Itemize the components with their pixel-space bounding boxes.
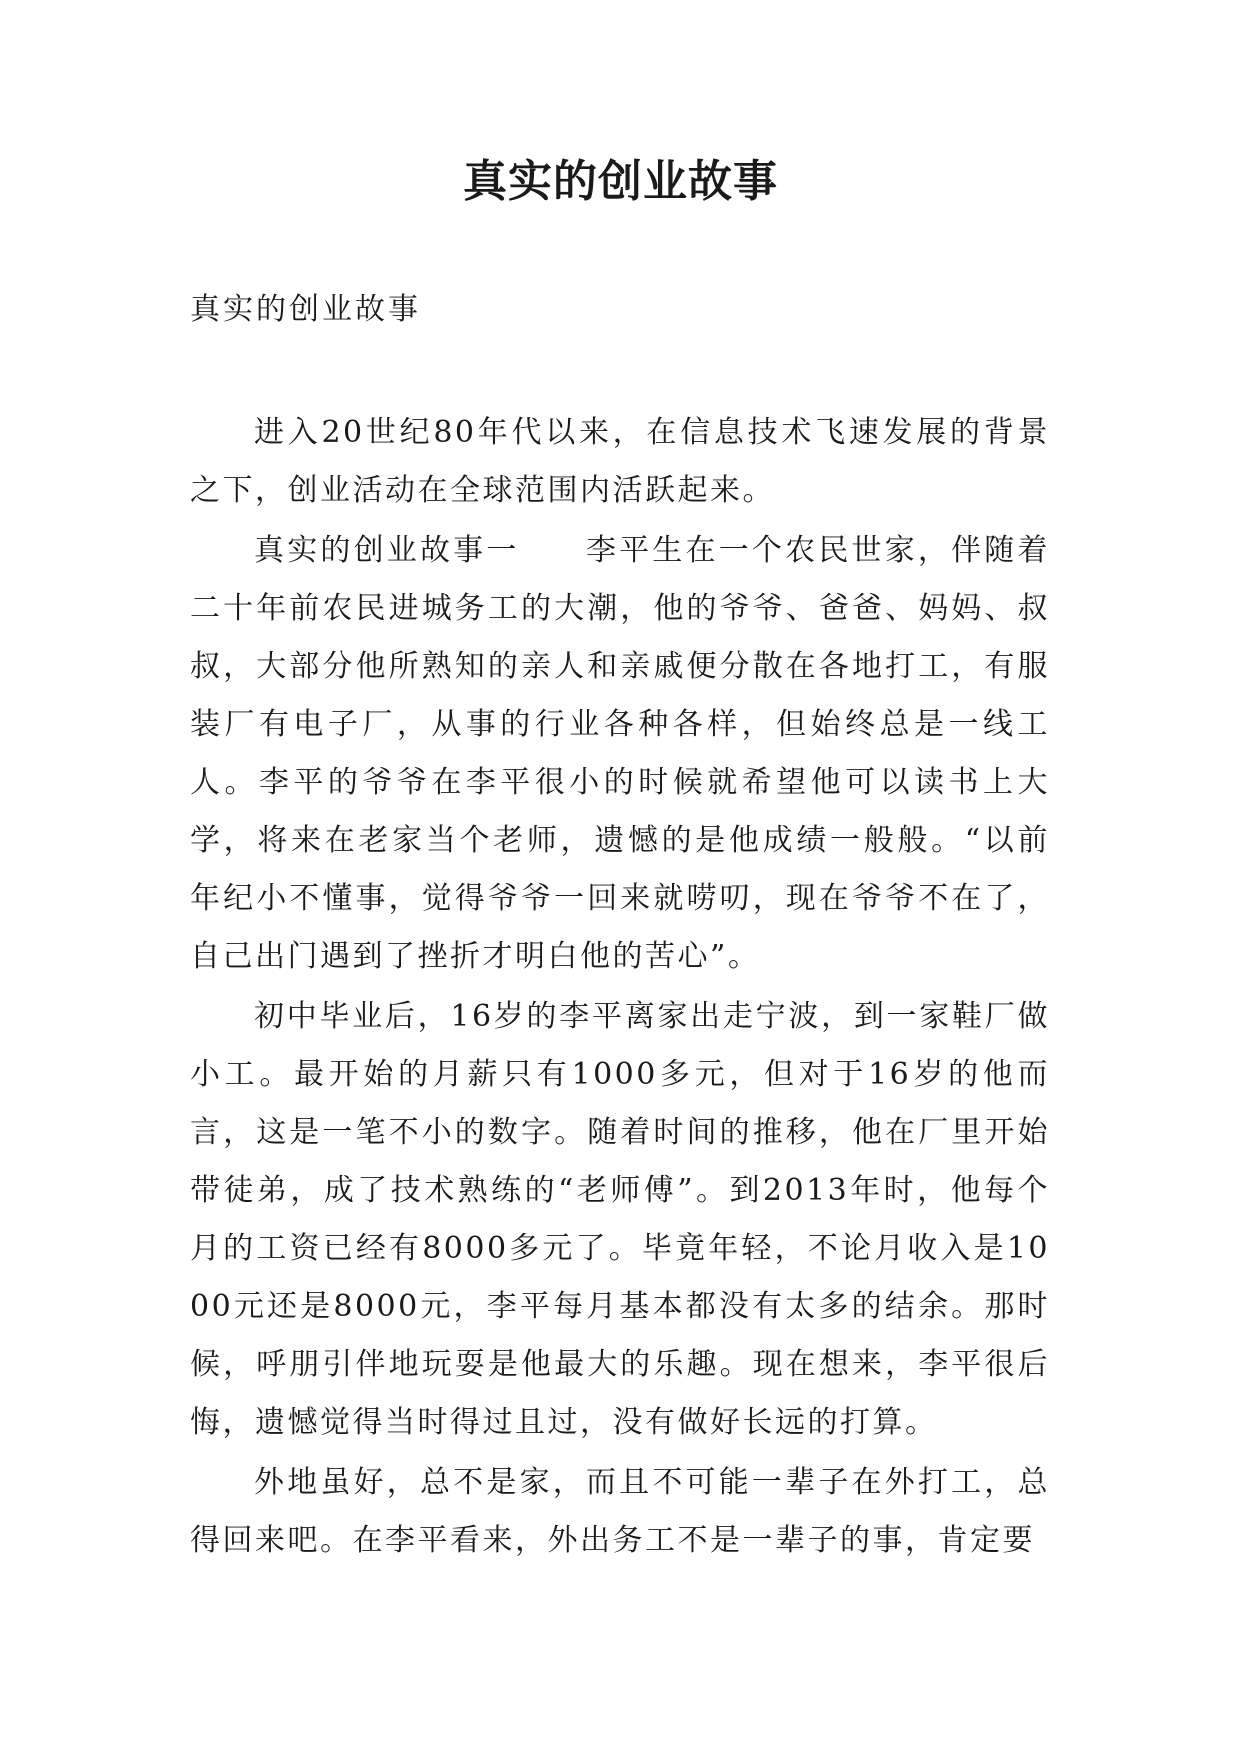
document-subtitle: 真实的创业故事 [190, 292, 421, 327]
paragraph-story-one: 真实的创业故事一 李平生在一个农民世家，伴随着二十年前农民进城务工的大潮，他的爷爷、爸爸、妈妈、叔叔，大部分他所熟知的亲人和亲戚便分散在各地打工，有服装厂有电子厂，从事的行业各种各样，但始终总是一线工人。李平的爷爷在李平很小的时候就希望他可以读书上大学，将来在老家当个老师，遗憾的是他成绩一般般。“以前年纪小不懂事，觉得爷爷一回来就唠叨，现在爷爷不在了，自己出门遇到了挫折才明白他的苦心”。 [190, 533, 1050, 974]
document-title: 真实的创业故事 [463, 156, 778, 207]
paragraph-intro: 进入20世纪80年代以来，在信息技术飞速发展的背景之下，创业活动在全球范围内活跃起来。 [190, 415, 1050, 508]
document-body [190, 404, 1050, 1572]
paragraph-return-home: 外地虽好，总不是家，而且不可能一辈子在外打工，总得回来吧。在李平看来，外出务工不是一辈子的事，肯定要 [190, 1465, 1050, 1558]
paragraph-after-graduation: 初中毕业后，16岁的李平离家出走宁波，到一家鞋厂做小工。最开始的月薪只有1000多元，但对于16岁的他而言，这是一笔不小的数字。随着时间的推移，他在厂里开始带徒弟，成了技术熟练的“老师傅”。到2013年时，他每个月的工资已经有8000多元了。毕竟年轻，不论月收入是1000元还是8000元，李平每月基本都没有太多的结余。那时候，呼朋引伴地玩耍是他最大的乐趣。现在想来，李平很后悔，遗憾觉得当时得过且过，没有做好长远的打算。 [190, 999, 1050, 1440]
